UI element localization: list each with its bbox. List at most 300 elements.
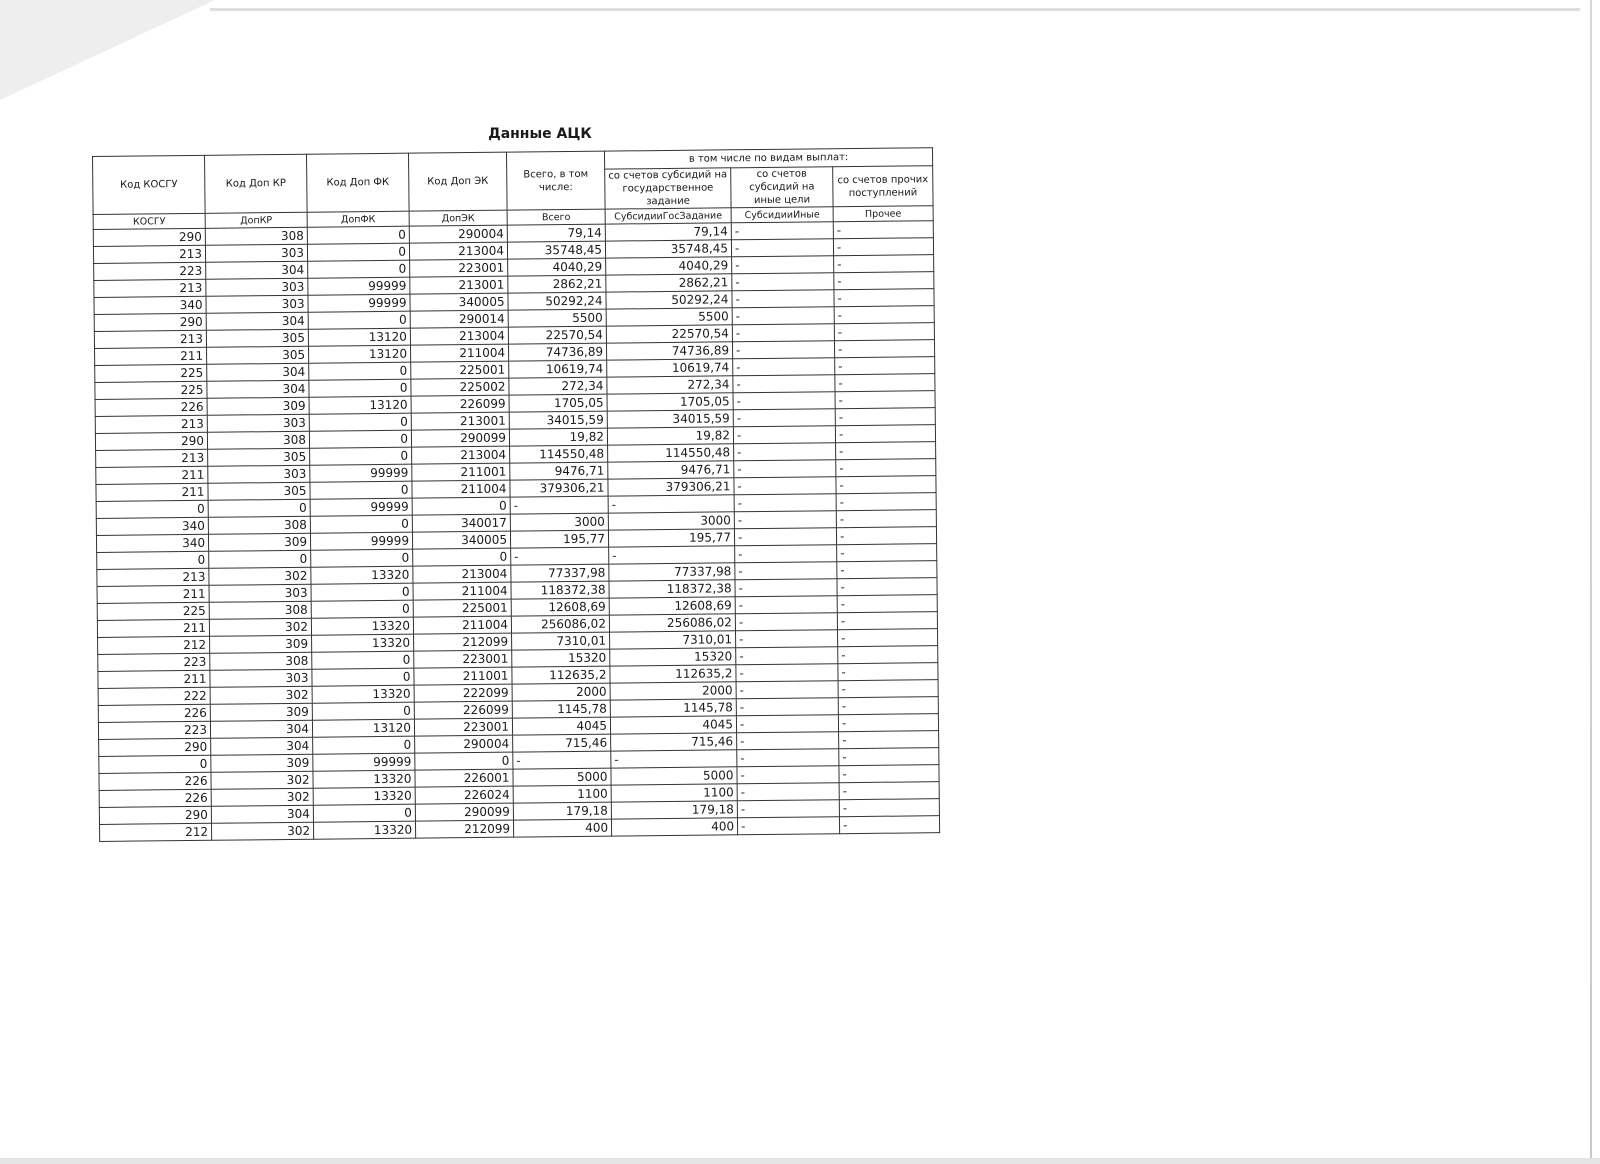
cell-kosgu: 0: [96, 500, 208, 518]
cell-subsidy-other: -: [733, 392, 835, 410]
cell-dop-fk: 99999: [310, 498, 412, 516]
cell-dop-fk: 0: [309, 430, 411, 448]
code-dop-ek: ДопЭК: [409, 210, 507, 226]
cell-total: 118372,38: [511, 581, 609, 599]
cell-other-income: -: [839, 782, 939, 800]
cell-dop-kr: 0: [209, 550, 311, 568]
cell-subsidy-other: -: [733, 409, 835, 427]
cell-dop-kr: 308: [207, 431, 309, 449]
cell-dop-kr: 303: [205, 244, 307, 262]
cell-total: 114550,48: [510, 445, 608, 463]
cell-total: 34015,59: [509, 411, 607, 429]
cell-subsidy-state-task: 5500: [606, 308, 732, 326]
cell-total: 1705,05: [509, 394, 607, 412]
cell-other-income: -: [836, 459, 936, 477]
scan-edge-bottom: [0, 1158, 1600, 1164]
cell-kosgu: 290: [95, 432, 207, 450]
cell-other-income: -: [837, 612, 937, 630]
cell-other-income: -: [834, 255, 934, 273]
cell-subsidy-state-task: 77337,98: [609, 563, 735, 581]
cell-total: 15320: [512, 649, 610, 667]
cell-dop-kr: 302: [210, 686, 312, 704]
cell-dop-fk: 13120: [308, 328, 410, 346]
cell-subsidy-other: -: [737, 749, 839, 767]
cell-subsidy-state-task: 1145,78: [610, 699, 736, 717]
cell-dop-kr: 305: [208, 448, 310, 466]
cell-kosgu: 226: [98, 704, 210, 722]
cell-kosgu: 211: [96, 466, 208, 484]
cell-dop-kr: 302: [209, 567, 311, 585]
cell-subsidy-other: -: [732, 341, 834, 359]
cell-total: -: [513, 751, 611, 769]
cell-dop-ek: 340017: [412, 514, 510, 532]
cell-subsidy-other: -: [737, 817, 839, 835]
cell-kosgu: 290: [93, 228, 205, 246]
header-dop-ek: Код Доп ЭК: [408, 152, 507, 211]
cell-subsidy-other: -: [734, 494, 836, 512]
cell-total: 5500: [508, 309, 606, 327]
document-title: Данные АЦК: [488, 126, 592, 142]
cell-dop-kr: 308: [208, 516, 310, 534]
cell-dop-ek: 226024: [415, 786, 513, 804]
cell-kosgu: 213: [97, 568, 209, 586]
cell-other-income: -: [839, 731, 939, 749]
cell-subsidy-other: -: [736, 630, 838, 648]
cell-other-income: -: [839, 748, 939, 766]
cell-other-income: -: [835, 391, 935, 409]
cell-kosgu: 225: [97, 602, 209, 620]
cell-total: 4040,29: [508, 258, 606, 276]
cell-other-income: -: [837, 595, 937, 613]
cell-kosgu: 290: [94, 313, 206, 331]
cell-dop-ek: 213004: [409, 242, 507, 260]
cell-dop-kr: 309: [210, 703, 312, 721]
cell-kosgu: 340: [96, 534, 208, 552]
cell-dop-ek: 340005: [410, 293, 508, 311]
cell-total: 10619,74: [509, 360, 607, 378]
cell-other-income: -: [838, 680, 938, 698]
cell-dop-ek: 213001: [410, 276, 508, 294]
cell-subsidy-other: -: [735, 545, 837, 563]
cell-kosgu: 211: [95, 347, 207, 365]
cell-dop-kr: 302: [211, 788, 313, 806]
cell-dop-kr: 304: [206, 261, 308, 279]
cell-subsidy-state-task: 195,77: [608, 529, 734, 547]
cell-dop-fk: 13320: [312, 634, 414, 652]
cell-total: 22570,54: [508, 326, 606, 344]
cell-subsidy-state-task: 19,82: [607, 427, 733, 445]
cell-dop-kr: 303: [206, 278, 308, 296]
cell-dop-ek: 211004: [413, 582, 511, 600]
cell-kosgu: 340: [96, 517, 208, 535]
cell-dop-kr: 308: [210, 652, 312, 670]
cell-dop-kr: 305: [208, 482, 310, 500]
cell-dop-kr: 308: [209, 601, 311, 619]
cell-subsidy-state-task: 379306,21: [608, 478, 734, 496]
cell-dop-fk: 0: [313, 736, 415, 754]
cell-subsidy-state-task: 2862,21: [606, 274, 732, 292]
cell-subsidy-state-task: 272,34: [607, 376, 733, 394]
scan-edge-right: [1590, 0, 1592, 1164]
cell-dop-kr: 304: [211, 805, 313, 823]
header-other-income: со счетов прочих поступлений: [833, 166, 933, 207]
cell-kosgu: 213: [94, 330, 206, 348]
cell-other-income: -: [836, 476, 936, 494]
cell-subsidy-other: -: [735, 579, 837, 597]
cell-subsidy-state-task: -: [609, 546, 735, 564]
cell-kosgu: 213: [93, 245, 205, 263]
cell-dop-ek: 0: [412, 497, 510, 515]
cell-subsidy-other: -: [732, 324, 834, 342]
cell-dop-fk: 0: [311, 549, 413, 567]
cell-subsidy-state-task: 79,14: [605, 223, 731, 241]
cell-dop-fk: 13320: [313, 787, 415, 805]
code-dop-kr: ДопКР: [205, 212, 307, 228]
cell-dop-ek: 213004: [410, 327, 508, 345]
cell-total: -: [511, 547, 609, 565]
cell-subsidy-state-task: 256086,02: [609, 614, 735, 632]
header-subsidy-state-task: со счетов субсидий на государственное задание: [605, 168, 731, 209]
cell-subsidy-other: -: [735, 613, 837, 631]
cell-subsidy-state-task: 3000: [608, 512, 734, 530]
cell-dop-ek: 290014: [410, 310, 508, 328]
cell-dop-ek: 213004: [412, 446, 510, 464]
cell-dop-ek: 223001: [414, 718, 512, 736]
header-group-payments: в том числе по видам выплат:: [604, 148, 932, 169]
cell-dop-ek: 211001: [414, 667, 512, 685]
cell-other-income: -: [838, 714, 938, 732]
cell-subsidy-other: -: [734, 477, 836, 495]
cell-dop-ek: 290099: [415, 803, 513, 821]
cell-subsidy-state-task: 400: [611, 818, 737, 836]
cell-other-income: -: [837, 544, 937, 562]
cell-kosgu: 213: [96, 449, 208, 467]
acc-data-table: [92, 147, 940, 842]
cell-dop-fk: 0: [308, 311, 410, 329]
cell-total: -: [510, 496, 608, 514]
cell-total: 19,82: [509, 428, 607, 446]
cell-dop-fk: 0: [312, 651, 414, 669]
cell-other-income: -: [839, 799, 939, 817]
cell-other-income: -: [833, 221, 933, 239]
cell-subsidy-state-task: 4045: [610, 716, 736, 734]
cell-dop-kr: 308: [205, 227, 307, 245]
cell-dop-fk: 0: [310, 515, 412, 533]
cell-other-income: -: [838, 646, 938, 664]
cell-dop-ek: 226099: [414, 701, 512, 719]
cell-dop-ek: 212099: [415, 820, 513, 838]
code-dop-fk: ДопФК: [307, 211, 409, 227]
cell-kosgu: 226: [99, 772, 211, 790]
cell-subsidy-state-task: 114550,48: [608, 444, 734, 462]
cell-dop-ek: 225001: [411, 361, 509, 379]
cell-dop-kr: 302: [211, 771, 313, 789]
cell-kosgu: 211: [97, 585, 209, 603]
cell-dop-fk: 0: [312, 702, 414, 720]
cell-dop-fk: 0: [310, 447, 412, 465]
header-kosgu: Код КОСГУ: [93, 155, 206, 214]
cell-subsidy-other: -: [735, 562, 837, 580]
cell-kosgu: 222: [98, 687, 210, 705]
cell-subsidy-state-task: 112635,2: [610, 665, 736, 683]
cell-subsidy-state-task: -: [611, 750, 737, 768]
cell-total: 77337,98: [511, 564, 609, 582]
cell-total: 256086,02: [511, 615, 609, 633]
cell-kosgu: 0: [97, 551, 209, 569]
cell-subsidy-state-task: 12608,69: [609, 597, 735, 615]
cell-dop-fk: 13320: [313, 821, 415, 839]
cell-total: 3000: [510, 513, 608, 531]
cell-other-income: -: [835, 374, 935, 392]
cell-dop-kr: 303: [207, 414, 309, 432]
cell-dop-ek: 211004: [413, 616, 511, 634]
cell-dop-ek: 290099: [411, 429, 509, 447]
cell-subsidy-other: -: [731, 222, 833, 240]
cell-dop-fk: 99999: [310, 464, 412, 482]
cell-subsidy-state-task: 15320: [610, 648, 736, 666]
cell-other-income: -: [835, 357, 935, 375]
cell-dop-fk: 0: [312, 668, 414, 686]
cell-other-income: -: [833, 238, 933, 256]
cell-subsidy-state-task: 35748,45: [605, 240, 731, 258]
cell-subsidy-state-task: 22570,54: [606, 325, 732, 343]
cell-total: 7310,01: [512, 632, 610, 650]
cell-dop-ek: 290004: [409, 225, 507, 243]
cell-kosgu: 225: [95, 364, 207, 382]
cell-subsidy-state-task: 179,18: [611, 801, 737, 819]
cell-kosgu: 212: [100, 823, 212, 841]
cell-kosgu: 0: [99, 755, 211, 773]
cell-dop-kr: 0: [208, 499, 310, 517]
cell-total: 35748,45: [507, 241, 605, 259]
cell-dop-kr: 309: [208, 533, 310, 551]
table-body: [93, 221, 939, 842]
cell-subsidy-other: -: [733, 375, 835, 393]
cell-dop-fk: 99999: [308, 294, 410, 312]
cell-subsidy-other: -: [732, 290, 834, 308]
cell-subsidy-state-task: 2000: [610, 682, 736, 700]
cell-dop-fk: 0: [309, 413, 411, 431]
cell-other-income: -: [837, 561, 937, 579]
cell-total: 400: [513, 819, 611, 837]
cell-total: 5000: [513, 768, 611, 786]
cell-kosgu: 211: [98, 670, 210, 688]
cell-dop-ek: 223001: [410, 259, 508, 277]
cell-subsidy-other: -: [737, 766, 839, 784]
cell-subsidy-other: -: [737, 800, 839, 818]
cell-dop-ek: 211004: [412, 480, 510, 498]
cell-dop-kr: 305: [206, 329, 308, 347]
cell-dop-ek: 213004: [413, 565, 511, 583]
cell-other-income: -: [834, 340, 934, 358]
header-dop-kr: Код Доп КР: [204, 154, 307, 213]
cell-dop-kr: 309: [207, 397, 309, 415]
header-total: Всего, в том числе:: [506, 151, 605, 210]
cell-dop-fk: 0: [311, 583, 413, 601]
cell-subsidy-other: -: [736, 698, 838, 716]
cell-dop-kr: 302: [209, 618, 311, 636]
cell-subsidy-other: -: [732, 273, 834, 291]
cell-dop-fk: 99999: [313, 753, 415, 771]
cell-dop-ek: 211004: [410, 344, 508, 362]
scan-edge-top: [210, 8, 1580, 11]
cell-total: 195,77: [510, 530, 608, 548]
cell-subsidy-other: -: [736, 647, 838, 665]
cell-dop-ek: 223001: [414, 650, 512, 668]
cell-total: 179,18: [513, 802, 611, 820]
scan-shadow-corner: [0, 0, 215, 100]
cell-total: 112635,2: [512, 666, 610, 684]
cell-subsidy-other: -: [736, 681, 838, 699]
cell-dop-kr: 303: [206, 295, 308, 313]
cell-dop-ek: 0: [413, 548, 511, 566]
cell-kosgu: 290: [99, 738, 211, 756]
code-kosgu: КОСГУ: [93, 213, 205, 229]
cell-kosgu: 290: [99, 806, 211, 824]
cell-dop-kr: 304: [207, 380, 309, 398]
cell-subsidy-other: -: [737, 783, 839, 801]
cell-dop-ek: 340005: [412, 531, 510, 549]
cell-subsidy-state-task: 118372,38: [609, 580, 735, 598]
cell-dop-kr: 304: [206, 312, 308, 330]
cell-dop-fk: 99999: [310, 532, 412, 550]
cell-total: 50292,24: [508, 292, 606, 310]
cell-kosgu: 211: [97, 619, 209, 637]
cell-subsidy-state-task: -: [608, 495, 734, 513]
cell-dop-fk: 13120: [309, 345, 411, 363]
cell-subsidy-other: -: [735, 596, 837, 614]
cell-subsidy-other: -: [733, 426, 835, 444]
cell-dop-fk: 13320: [311, 566, 413, 584]
cell-dop-ek: 0: [415, 752, 513, 770]
cell-kosgu: 223: [98, 721, 210, 739]
cell-dop-kr: 303: [210, 669, 312, 687]
cell-kosgu: 211: [96, 483, 208, 501]
cell-total: 715,46: [513, 734, 611, 752]
cell-dop-fk: 13120: [312, 719, 414, 737]
cell-kosgu: 212: [98, 636, 210, 654]
cell-dop-fk: 13320: [311, 617, 413, 635]
cell-kosgu: 225: [95, 381, 207, 399]
cell-subsidy-state-task: 10619,74: [607, 359, 733, 377]
cell-dop-kr: 309: [210, 635, 312, 653]
cell-subsidy-state-task: 4040,29: [606, 257, 732, 275]
cell-other-income: -: [835, 425, 935, 443]
header-dop-fk: Код Доп ФК: [306, 153, 409, 212]
cell-total: 1145,78: [512, 700, 610, 718]
cell-dop-fk: 0: [309, 362, 411, 380]
cell-other-income: -: [836, 510, 936, 528]
cell-dop-ek: 213001: [411, 412, 509, 430]
cell-other-income: -: [836, 527, 936, 545]
cell-subsidy-state-task: 715,46: [611, 733, 737, 751]
cell-other-income: -: [839, 816, 939, 834]
cell-kosgu: 226: [99, 789, 211, 807]
cell-subsidy-other: -: [734, 528, 836, 546]
cell-subsidy-other: -: [732, 307, 834, 325]
cell-other-income: -: [834, 306, 934, 324]
cell-other-income: -: [834, 272, 934, 290]
cell-dop-ek: 225001: [413, 599, 511, 617]
code-other-income: Прочее: [833, 206, 933, 222]
cell-dop-fk: 0: [311, 600, 413, 618]
cell-dop-fk: 13120: [309, 396, 411, 414]
cell-subsidy-state-task: 1705,05: [607, 393, 733, 411]
cell-subsidy-other: -: [736, 715, 838, 733]
cell-total: 9476,71: [510, 462, 608, 480]
cell-other-income: -: [838, 629, 938, 647]
cell-dop-kr: 309: [211, 754, 313, 772]
cell-other-income: -: [834, 289, 934, 307]
cell-subsidy-state-task: 5000: [611, 767, 737, 785]
cell-dop-ek: 212099: [414, 633, 512, 651]
cell-subsidy-state-task: 50292,24: [606, 291, 732, 309]
cell-dop-ek: 211001: [412, 463, 510, 481]
cell-subsidy-other: -: [732, 256, 834, 274]
cell-dop-fk: 0: [310, 481, 412, 499]
cell-dop-ek: 290004: [415, 735, 513, 753]
cell-other-income: -: [836, 442, 936, 460]
cell-subsidy-other: -: [737, 732, 839, 750]
code-subsidy-other: СубсидииИные: [731, 207, 833, 223]
cell-dop-ek: 226099: [411, 395, 509, 413]
cell-dop-fk: 0: [313, 804, 415, 822]
cell-dop-fk: 13320: [312, 685, 414, 703]
cell-total: 379306,21: [510, 479, 608, 497]
cell-dop-fk: 0: [307, 243, 409, 261]
cell-subsidy-other: -: [734, 511, 836, 529]
cell-dop-kr: 303: [208, 465, 310, 483]
cell-dop-fk: 99999: [308, 277, 410, 295]
cell-total: 74736,89: [508, 343, 606, 361]
cell-other-income: -: [839, 765, 939, 783]
cell-other-income: -: [838, 697, 938, 715]
cell-kosgu: 340: [94, 296, 206, 314]
cell-dop-fk: 0: [309, 379, 411, 397]
cell-dop-kr: 304: [207, 363, 309, 381]
cell-total: 4045: [512, 717, 610, 735]
cell-dop-ek: 225002: [411, 378, 509, 396]
cell-subsidy-state-task: 1100: [611, 784, 737, 802]
code-total: Всего: [507, 209, 605, 225]
cell-total: 2862,21: [508, 275, 606, 293]
cell-kosgu: 213: [94, 279, 206, 297]
cell-dop-kr: 302: [211, 822, 313, 840]
cell-dop-kr: 304: [210, 720, 312, 738]
cell-other-income: -: [836, 493, 936, 511]
cell-kosgu: 226: [95, 398, 207, 416]
cell-total: 79,14: [507, 224, 605, 242]
cell-subsidy-other: -: [734, 460, 836, 478]
cell-dop-ek: 226001: [415, 769, 513, 787]
cell-subsidy-state-task: 74736,89: [606, 342, 732, 360]
cell-total: 2000: [512, 683, 610, 701]
cell-other-income: -: [834, 323, 934, 341]
cell-dop-kr: 303: [209, 584, 311, 602]
header-subsidy-other: со счетов субсидий на иные цели: [731, 167, 833, 208]
cell-subsidy-other: -: [736, 664, 838, 682]
cell-total: 12608,69: [511, 598, 609, 616]
cell-subsidy-other: -: [734, 443, 836, 461]
cell-kosgu: 223: [94, 262, 206, 280]
code-subsidy-state-task: СубсидииГосЗадание: [605, 208, 731, 224]
cell-subsidy-state-task: 9476,71: [608, 461, 734, 479]
cell-dop-fk: 13320: [313, 770, 415, 788]
cell-subsidy-other: -: [731, 239, 833, 257]
cell-dop-kr: 304: [211, 737, 313, 755]
cell-dop-fk: 0: [307, 226, 409, 244]
cell-other-income: -: [837, 578, 937, 596]
